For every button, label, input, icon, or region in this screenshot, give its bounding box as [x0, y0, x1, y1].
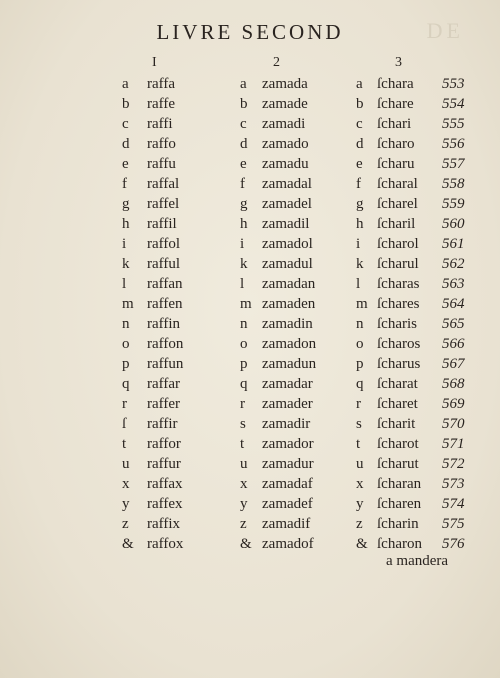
table-row	[0, 374, 500, 394]
word-col1: raffo	[147, 136, 176, 152]
letter-col2: c	[240, 116, 247, 132]
table-row	[0, 494, 500, 514]
letter-col2: n	[240, 316, 248, 332]
word-col2: zamadir	[262, 416, 311, 432]
word-col1: raffor	[147, 436, 181, 452]
table-row	[0, 114, 500, 134]
letter-col3: d	[356, 136, 364, 152]
word-col3: ſcharin	[377, 516, 419, 532]
letter-col2: g	[240, 196, 248, 212]
line-number: 576	[442, 536, 465, 552]
word-col3: ſcharon	[377, 536, 422, 552]
letter-col1: r	[122, 396, 127, 412]
letter-col3: n	[356, 316, 364, 332]
letter-col1: y	[122, 496, 130, 512]
line-number: 565	[442, 316, 465, 332]
table-row	[0, 194, 500, 214]
word-col3: ſcharat	[377, 376, 418, 392]
word-col3: ſcharo	[377, 136, 415, 152]
word-col3: ſcharet	[377, 396, 418, 412]
line-number: 573	[442, 476, 465, 492]
word-col3: ſcharal	[377, 176, 418, 192]
table-row	[0, 94, 500, 114]
letter-col3: r	[356, 396, 361, 412]
letter-col3: k	[356, 256, 364, 272]
letter-col2: s	[240, 416, 246, 432]
page-title: LIVRE SECOND	[156, 20, 344, 44]
letter-col2: f	[240, 176, 245, 192]
line-number: 568	[442, 376, 465, 392]
word-col3: ſchara	[377, 76, 414, 92]
letter-col1: m	[122, 296, 134, 312]
word-col1: raffix	[147, 516, 181, 532]
word-col2: zamadaf	[262, 476, 313, 492]
letter-col2: k	[240, 256, 248, 272]
word-col1: raffar	[147, 376, 181, 392]
table-row	[0, 274, 500, 294]
word-col3: ſcharul	[377, 256, 419, 272]
line-number: 563	[442, 276, 465, 292]
word-col2: zamadur	[262, 456, 314, 472]
letter-col1: l	[122, 276, 127, 292]
letter-col2: m	[240, 296, 252, 312]
word-col2: zamadun	[262, 356, 317, 372]
letter-col3: y	[356, 496, 364, 512]
word-col3: ſcharut	[377, 456, 419, 472]
table-row	[0, 434, 500, 454]
letter-col1: ſ	[122, 416, 127, 432]
letter-col1: c	[122, 116, 129, 132]
line-number: 557	[442, 156, 465, 172]
word-col1: raffon	[147, 336, 184, 352]
word-col1: raffen	[147, 296, 183, 312]
letter-col2: a	[240, 76, 247, 92]
line-number: 561	[442, 236, 465, 252]
column-number-3: 3	[395, 55, 402, 70]
table-row	[0, 174, 500, 194]
letter-col2: p	[240, 356, 248, 372]
word-col3: ſcharus	[377, 356, 421, 372]
word-col1: raffex	[147, 496, 183, 512]
letter-col3: b	[356, 96, 364, 112]
word-col3: ſcharol	[377, 236, 419, 252]
word-col2: zamadal	[262, 176, 312, 192]
table-row	[0, 214, 500, 234]
table-row	[0, 134, 500, 154]
letter-col1: d	[122, 136, 130, 152]
word-col3: ſcharen	[377, 496, 422, 512]
word-col3: ſchares	[377, 296, 420, 312]
word-col2: zamadul	[262, 256, 313, 272]
letter-col1: q	[122, 376, 130, 392]
word-col3: ſcharis	[377, 316, 417, 332]
letter-col1: a	[122, 76, 129, 92]
word-col1: raffal	[147, 176, 180, 192]
word-col3: ſcharu	[377, 156, 415, 172]
table-row	[0, 314, 500, 334]
word-col2: zamada	[262, 76, 308, 92]
table-row	[0, 74, 500, 94]
letter-col2: t	[240, 436, 245, 452]
word-col1: raffun	[147, 356, 184, 372]
letter-col3: l	[356, 276, 361, 292]
word-col1: raffol	[147, 236, 181, 252]
letter-col2: x	[240, 476, 248, 492]
bleed-through-text: DE	[426, 18, 464, 43]
letter-col3: c	[356, 116, 363, 132]
letter-col1: f	[122, 176, 127, 192]
letter-col1: i	[122, 236, 127, 252]
line-number: 566	[442, 336, 465, 352]
word-col2: zamadi	[262, 116, 306, 132]
line-number: 558	[442, 176, 465, 192]
word-col2: zamadil	[262, 216, 310, 232]
word-col1: raffox	[147, 536, 184, 552]
letter-col3: s	[356, 416, 362, 432]
table-row	[0, 354, 500, 374]
table-row	[0, 534, 500, 554]
letter-col3: g	[356, 196, 364, 212]
word-col1: rafful	[147, 256, 181, 272]
letter-col3: p	[356, 356, 364, 372]
letter-col2: h	[240, 216, 248, 232]
line-number: 554	[442, 96, 465, 112]
letter-col1: p	[122, 356, 130, 372]
letter-col3: &	[356, 536, 368, 552]
table-row	[0, 454, 500, 474]
word-col3: ſcharan	[377, 476, 422, 492]
letter-col1: n	[122, 316, 130, 332]
table-row	[0, 334, 500, 354]
word-col2: zamadif	[262, 516, 311, 532]
letter-col2: d	[240, 136, 248, 152]
letter-col2: q	[240, 376, 248, 392]
letter-col3: x	[356, 476, 364, 492]
letter-col3: q	[356, 376, 364, 392]
table-row	[0, 154, 500, 174]
letter-col1: b	[122, 96, 130, 112]
word-col2: zamadar	[262, 376, 313, 392]
catchword: a mandera	[386, 553, 449, 569]
word-col2: zamadel	[262, 196, 312, 212]
letter-col1: x	[122, 476, 130, 492]
letter-col2: e	[240, 156, 247, 172]
word-col2: zamadof	[262, 536, 314, 552]
letter-col2: l	[240, 276, 245, 292]
letter-col3: i	[356, 236, 361, 252]
line-number: 575	[442, 516, 465, 532]
line-number: 569	[442, 396, 465, 412]
letter-col2: u	[240, 456, 248, 472]
table-row	[0, 414, 500, 434]
letter-col1: o	[122, 336, 130, 352]
letter-col1: k	[122, 256, 130, 272]
word-col2: zamaden	[262, 296, 316, 312]
word-col1: raffu	[147, 156, 176, 172]
letter-col1: u	[122, 456, 130, 472]
word-col1: raffax	[147, 476, 183, 492]
line-number: 571	[442, 436, 465, 452]
word-col3: ſcharot	[377, 436, 419, 452]
table-row	[0, 254, 500, 274]
word-col3: ſcharas	[377, 276, 420, 292]
letter-col2: r	[240, 396, 245, 412]
line-number: 567	[442, 356, 465, 372]
word-col1: raffil	[147, 216, 177, 232]
table-row	[0, 514, 500, 534]
word-col2: zamadef	[262, 496, 313, 512]
letter-col1: e	[122, 156, 129, 172]
word-col3: ſchari	[377, 116, 412, 132]
letter-col2: i	[240, 236, 245, 252]
word-col3: ſchare	[377, 96, 414, 112]
letter-col3: f	[356, 176, 361, 192]
word-col3: ſcharil	[377, 216, 416, 232]
letter-col3: u	[356, 456, 364, 472]
letter-col2: o	[240, 336, 248, 352]
letter-col3: o	[356, 336, 364, 352]
letter-col3: z	[356, 516, 363, 532]
line-number: 560	[442, 216, 465, 232]
line-number: 564	[442, 296, 465, 312]
word-col2: zamador	[262, 436, 314, 452]
word-col3: ſcharos	[377, 336, 421, 352]
letter-col3: t	[356, 436, 361, 452]
letter-col1: t	[122, 436, 127, 452]
line-number: 553	[442, 76, 465, 92]
word-col1: raffel	[147, 196, 180, 212]
word-col2: zamado	[262, 136, 309, 152]
word-col2: zamadu	[262, 156, 309, 172]
word-col2: zamader	[262, 396, 313, 412]
word-col2: zamadan	[262, 276, 316, 292]
word-col1: raffa	[147, 76, 176, 92]
line-number: 574	[442, 496, 465, 512]
word-col1: raffin	[147, 316, 181, 332]
line-number: 556	[442, 136, 465, 152]
word-col1: raffir	[147, 416, 178, 432]
letter-col2: z	[240, 516, 247, 532]
column-number-2: 2	[273, 55, 280, 70]
word-col1: raffi	[147, 116, 173, 132]
table-row	[0, 294, 500, 314]
letter-col3: e	[356, 156, 363, 172]
word-col1: raffan	[147, 276, 183, 292]
line-number: 555	[442, 116, 465, 132]
letter-col1: h	[122, 216, 130, 232]
letter-col3: m	[356, 296, 368, 312]
line-number: 572	[442, 456, 465, 472]
line-number: 559	[442, 196, 465, 212]
word-col3: ſcharel	[377, 196, 418, 212]
word-col2: zamade	[262, 96, 308, 112]
word-col3: ſcharit	[377, 416, 416, 432]
letter-col1: g	[122, 196, 130, 212]
letter-col3: a	[356, 76, 363, 92]
letter-col2: &	[240, 536, 252, 552]
table-row	[0, 474, 500, 494]
line-number: 562	[442, 256, 465, 272]
letter-col2: y	[240, 496, 248, 512]
letter-col3: h	[356, 216, 364, 232]
table-row	[0, 394, 500, 414]
letter-col1: &	[122, 536, 134, 552]
word-col2: zamadol	[262, 236, 313, 252]
letter-col2: b	[240, 96, 248, 112]
letter-col1: z	[122, 516, 129, 532]
table-row	[0, 234, 500, 254]
word-col2: zamadon	[262, 336, 317, 352]
word-col1: raffer	[147, 396, 181, 412]
word-col1: raffe	[147, 96, 176, 112]
word-col2: zamadin	[262, 316, 313, 332]
line-number: 570	[442, 416, 465, 432]
word-col1: raffur	[147, 456, 181, 472]
column-number-1: I	[152, 55, 157, 70]
